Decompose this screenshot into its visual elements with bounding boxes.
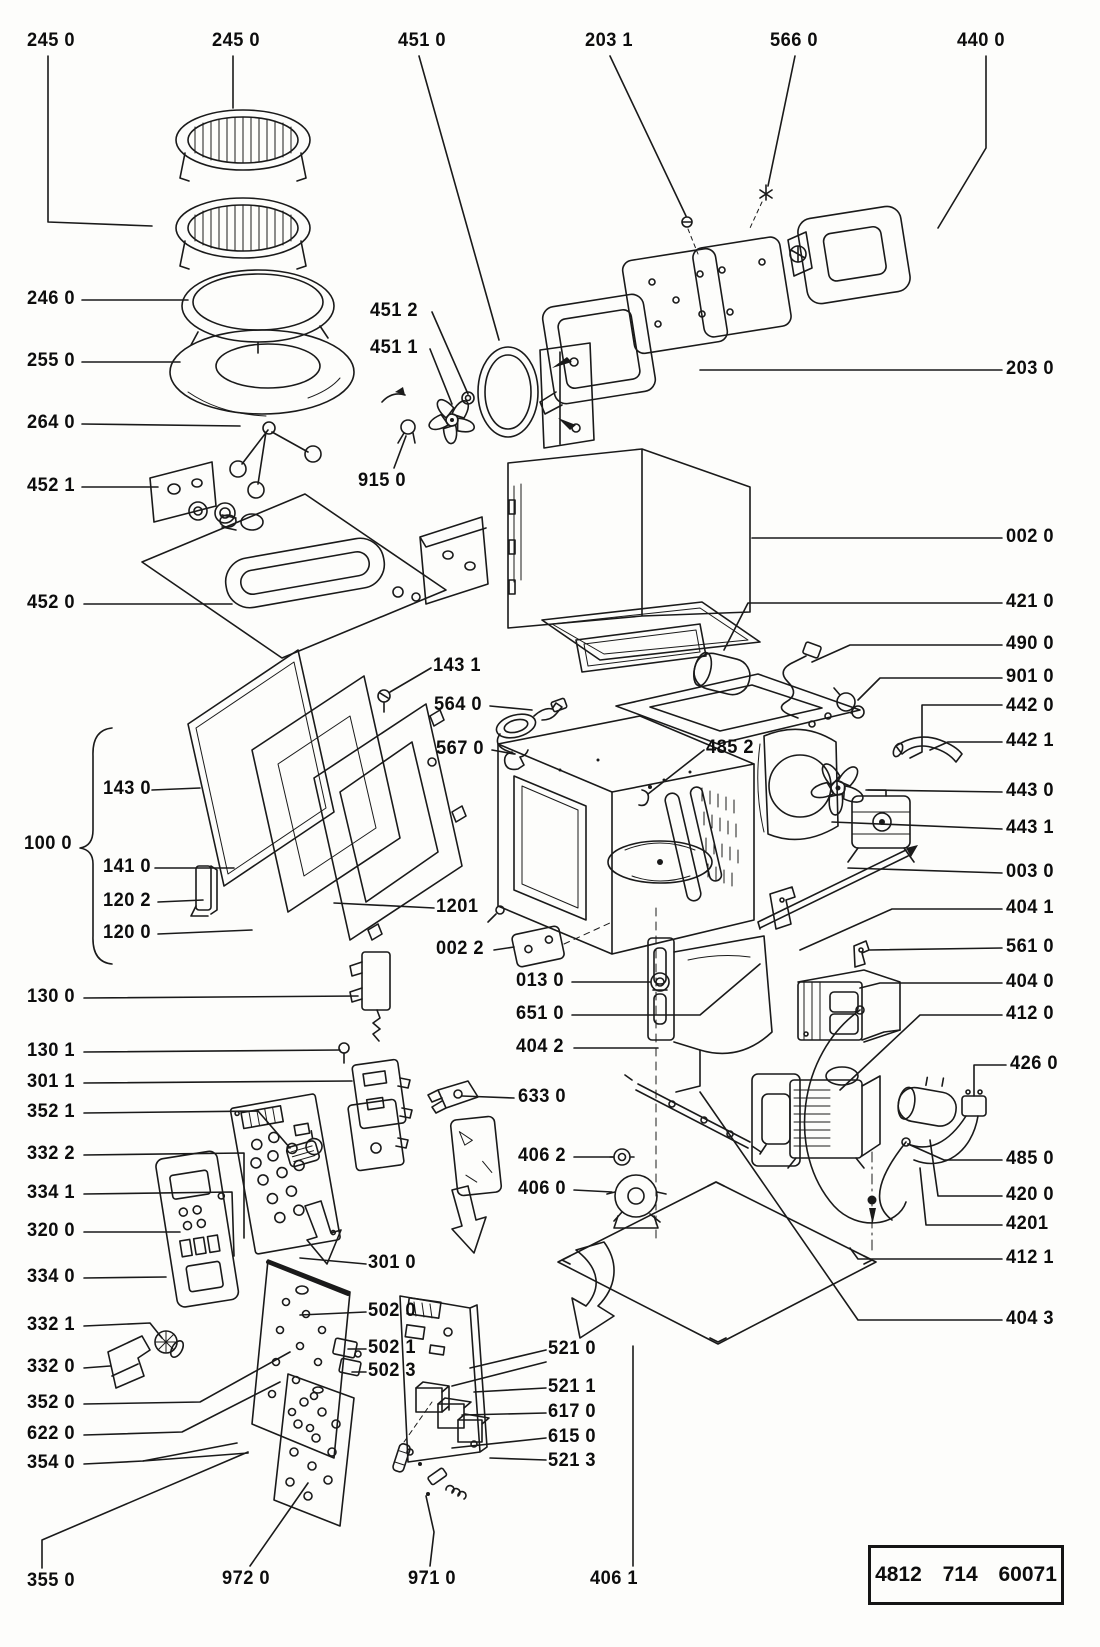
part-label: 143 1 bbox=[433, 655, 482, 676]
leader-line bbox=[432, 312, 468, 394]
part-label: 452 1 bbox=[27, 475, 76, 496]
part-label: 320 0 bbox=[27, 1220, 76, 1241]
leader-line bbox=[158, 930, 252, 934]
part-label: 255 0 bbox=[27, 350, 76, 371]
lamp-bulb bbox=[382, 387, 415, 443]
leader-line bbox=[724, 603, 1002, 650]
part-label: 332 2 bbox=[27, 1143, 76, 1164]
leader-line bbox=[474, 1388, 546, 1392]
part-label: 412 0 bbox=[1006, 1003, 1055, 1024]
turntable-ring bbox=[182, 270, 334, 353]
control-pcb bbox=[230, 1094, 340, 1255]
air-duct-pipe bbox=[891, 737, 962, 762]
part-label: 567 0 bbox=[436, 738, 485, 759]
part-label: 100 0 bbox=[24, 833, 73, 854]
leader-line bbox=[152, 788, 200, 790]
leader-line bbox=[868, 790, 1002, 792]
part-label: 521 1 bbox=[548, 1376, 597, 1397]
fan-shroud bbox=[758, 729, 838, 839]
part-label: 404 2 bbox=[516, 1036, 565, 1057]
part-label: 615 0 bbox=[548, 1426, 597, 1447]
part-label: 502 3 bbox=[368, 1360, 417, 1381]
leader-line bbox=[840, 1015, 1002, 1090]
part-label: 451 1 bbox=[370, 337, 419, 358]
leader-line bbox=[84, 1277, 166, 1278]
part-label: 203 1 bbox=[585, 30, 634, 51]
part-label: 420 0 bbox=[1006, 1184, 1055, 1205]
leader-line bbox=[462, 1413, 546, 1415]
part-label: 564 0 bbox=[434, 694, 483, 715]
leader-line bbox=[84, 1323, 162, 1338]
part-label: 352 0 bbox=[27, 1392, 76, 1413]
leader-line bbox=[84, 1192, 234, 1256]
leader-line bbox=[42, 1452, 248, 1568]
part-label: 901 0 bbox=[1006, 666, 1055, 687]
support-bracket bbox=[648, 936, 772, 1092]
part-label: 452 0 bbox=[27, 592, 76, 613]
waveguide-plate bbox=[576, 624, 706, 672]
door-hinge-screw bbox=[378, 690, 390, 712]
grill-heater-assembly bbox=[142, 494, 446, 658]
part-label: 332 1 bbox=[27, 1314, 76, 1335]
part-label: 141 0 bbox=[103, 856, 152, 877]
part-label: 442 1 bbox=[1006, 730, 1055, 751]
grommet-top bbox=[651, 973, 669, 991]
leader-line bbox=[84, 1050, 340, 1052]
part-label: 451 2 bbox=[370, 300, 419, 321]
leader-line bbox=[800, 909, 1002, 950]
brace-door-group bbox=[80, 728, 112, 964]
leader-line bbox=[84, 1111, 290, 1148]
leader-line bbox=[82, 424, 240, 426]
part-label: 354 0 bbox=[27, 1452, 76, 1473]
part-label: 245 0 bbox=[27, 30, 76, 51]
part-label: 246 0 bbox=[27, 288, 76, 309]
part-label: 440 0 bbox=[957, 30, 1006, 51]
part-label: 120 0 bbox=[103, 922, 152, 943]
document-number: 4812 714 60071 bbox=[875, 1563, 1057, 1586]
part-label: 404 0 bbox=[1006, 971, 1055, 992]
part-label: 442 0 bbox=[1006, 695, 1055, 716]
mounting-bracket bbox=[420, 517, 488, 604]
part-label: 264 0 bbox=[27, 412, 76, 433]
part-label: 332 0 bbox=[27, 1356, 76, 1377]
part-label: 406 2 bbox=[518, 1145, 567, 1166]
grill-rack-upper bbox=[176, 110, 310, 181]
grill-rack-lower bbox=[176, 198, 310, 269]
part-label: 485 2 bbox=[706, 737, 755, 758]
latch-button bbox=[108, 1336, 150, 1388]
leader-line bbox=[452, 1438, 546, 1448]
oven-cavity bbox=[498, 716, 754, 954]
part-label: 301 0 bbox=[368, 1252, 417, 1273]
hinge-bracket bbox=[770, 887, 795, 929]
leader-line bbox=[700, 1092, 1002, 1320]
leader-line bbox=[334, 903, 434, 908]
part-label: 203 0 bbox=[1006, 358, 1055, 379]
hv-transformer bbox=[798, 970, 900, 1042]
leader-line bbox=[848, 868, 1002, 873]
glass-tray bbox=[170, 330, 354, 416]
part-label: 334 1 bbox=[27, 1182, 76, 1203]
cavity-top-cover bbox=[616, 674, 860, 744]
leader-line bbox=[610, 56, 686, 216]
door-latch bbox=[339, 952, 412, 1171]
door-assembly bbox=[188, 650, 466, 940]
part-label: 003 0 bbox=[1006, 861, 1055, 882]
leader-line bbox=[84, 1382, 280, 1435]
part-label: 404 1 bbox=[1006, 897, 1055, 918]
leader-line bbox=[832, 822, 1002, 829]
part-label: 972 0 bbox=[222, 1568, 271, 1589]
part-label: 406 0 bbox=[518, 1178, 567, 1199]
interlock-switches bbox=[333, 1338, 362, 1376]
part-label: 355 0 bbox=[27, 1570, 76, 1591]
part-label: 566 0 bbox=[770, 30, 819, 51]
part-label: 013 0 bbox=[516, 970, 565, 991]
part-label: 334 0 bbox=[27, 1266, 76, 1287]
part-label: 443 1 bbox=[1006, 817, 1055, 838]
part-label: 002 2 bbox=[436, 938, 485, 959]
part-label: 412 1 bbox=[1006, 1247, 1055, 1268]
turntable-motor bbox=[607, 1175, 666, 1228]
capacitor-lower bbox=[896, 1071, 961, 1128]
part-label: 002 0 bbox=[1006, 526, 1055, 547]
magnetron-assembly bbox=[752, 1067, 880, 1168]
leader-line bbox=[490, 706, 532, 710]
fuse-and-components bbox=[392, 1402, 466, 1499]
leader-line bbox=[858, 678, 1002, 700]
leader-line bbox=[812, 645, 1002, 662]
leader-line bbox=[494, 947, 514, 950]
thermal-cutout bbox=[494, 698, 567, 754]
part-label: 352 1 bbox=[27, 1101, 76, 1122]
part-label: 143 0 bbox=[103, 778, 152, 799]
leader-line bbox=[48, 56, 152, 226]
part-label: 561 0 bbox=[1006, 936, 1055, 957]
part-label: 502 0 bbox=[368, 1300, 417, 1321]
part-label: 521 0 bbox=[548, 1338, 597, 1359]
leader-line bbox=[574, 1190, 612, 1192]
leader-line bbox=[300, 1258, 366, 1264]
part-label: 617 0 bbox=[548, 1401, 597, 1422]
leader-line bbox=[84, 1352, 290, 1404]
part-label: 301 1 bbox=[27, 1071, 76, 1092]
leader-line bbox=[930, 742, 1002, 750]
leader-line bbox=[490, 1458, 546, 1460]
part-label: 490 0 bbox=[1006, 633, 1055, 654]
leader-line bbox=[430, 349, 452, 404]
leader-line bbox=[84, 1153, 244, 1238]
outer-case bbox=[508, 449, 750, 628]
leader-line bbox=[84, 1081, 352, 1083]
part-label: 502 1 bbox=[368, 1337, 417, 1358]
thermostat bbox=[908, 1090, 986, 1163]
leader-line bbox=[84, 1443, 237, 1464]
part-label: 426 0 bbox=[1010, 1053, 1059, 1074]
part-label: 421 0 bbox=[1006, 591, 1055, 612]
part-label: 633 0 bbox=[518, 1086, 567, 1107]
part-label: 485 0 bbox=[1006, 1148, 1055, 1169]
part-label: 451 0 bbox=[398, 30, 447, 51]
part-label: 120 2 bbox=[103, 890, 152, 911]
stirrer-bracket bbox=[150, 462, 236, 530]
leader-line bbox=[143, 1453, 248, 1461]
document-number-box bbox=[868, 1545, 1064, 1605]
leader-line bbox=[938, 56, 986, 228]
leader-line bbox=[462, 1096, 514, 1098]
part-label: 130 0 bbox=[27, 986, 76, 1007]
control-panel bbox=[155, 1150, 241, 1308]
part-label: 130 1 bbox=[27, 1040, 76, 1061]
leader-line bbox=[860, 983, 1002, 988]
leader-line bbox=[910, 705, 1002, 758]
part-label: 245 0 bbox=[212, 30, 261, 51]
base-panel bbox=[558, 1152, 877, 1344]
part-label: 404 3 bbox=[1006, 1308, 1055, 1329]
part-label: 915 0 bbox=[358, 470, 407, 491]
leader-line bbox=[426, 1496, 434, 1566]
waveguide-covers bbox=[540, 185, 912, 414]
part-label: 443 0 bbox=[1006, 780, 1055, 801]
leader-line bbox=[850, 1248, 1002, 1259]
cover-plate-small bbox=[488, 906, 612, 968]
part-label: 651 0 bbox=[516, 1003, 565, 1024]
duct-plate bbox=[450, 1116, 502, 1196]
part-label: 622 0 bbox=[27, 1423, 76, 1444]
leader-line bbox=[390, 668, 431, 692]
clip-bracket bbox=[854, 941, 869, 967]
leader-line bbox=[84, 996, 358, 998]
part-label: 521 3 bbox=[548, 1450, 597, 1471]
leader-line bbox=[84, 1366, 110, 1368]
leader-line bbox=[250, 1483, 308, 1566]
part-label: 1201 bbox=[436, 896, 479, 917]
leader-line bbox=[930, 1140, 1002, 1196]
power-pcb bbox=[400, 1296, 489, 1462]
leader-line bbox=[452, 1362, 546, 1386]
part-label: 971 0 bbox=[408, 1568, 457, 1589]
leader-line bbox=[419, 56, 499, 340]
part-label: 4201 bbox=[1006, 1213, 1049, 1234]
leader-line bbox=[768, 56, 795, 186]
part-label: 406 1 bbox=[590, 1568, 639, 1589]
leader-line bbox=[870, 948, 1002, 950]
suspension-rod bbox=[758, 845, 918, 929]
roller-guide bbox=[230, 422, 321, 498]
